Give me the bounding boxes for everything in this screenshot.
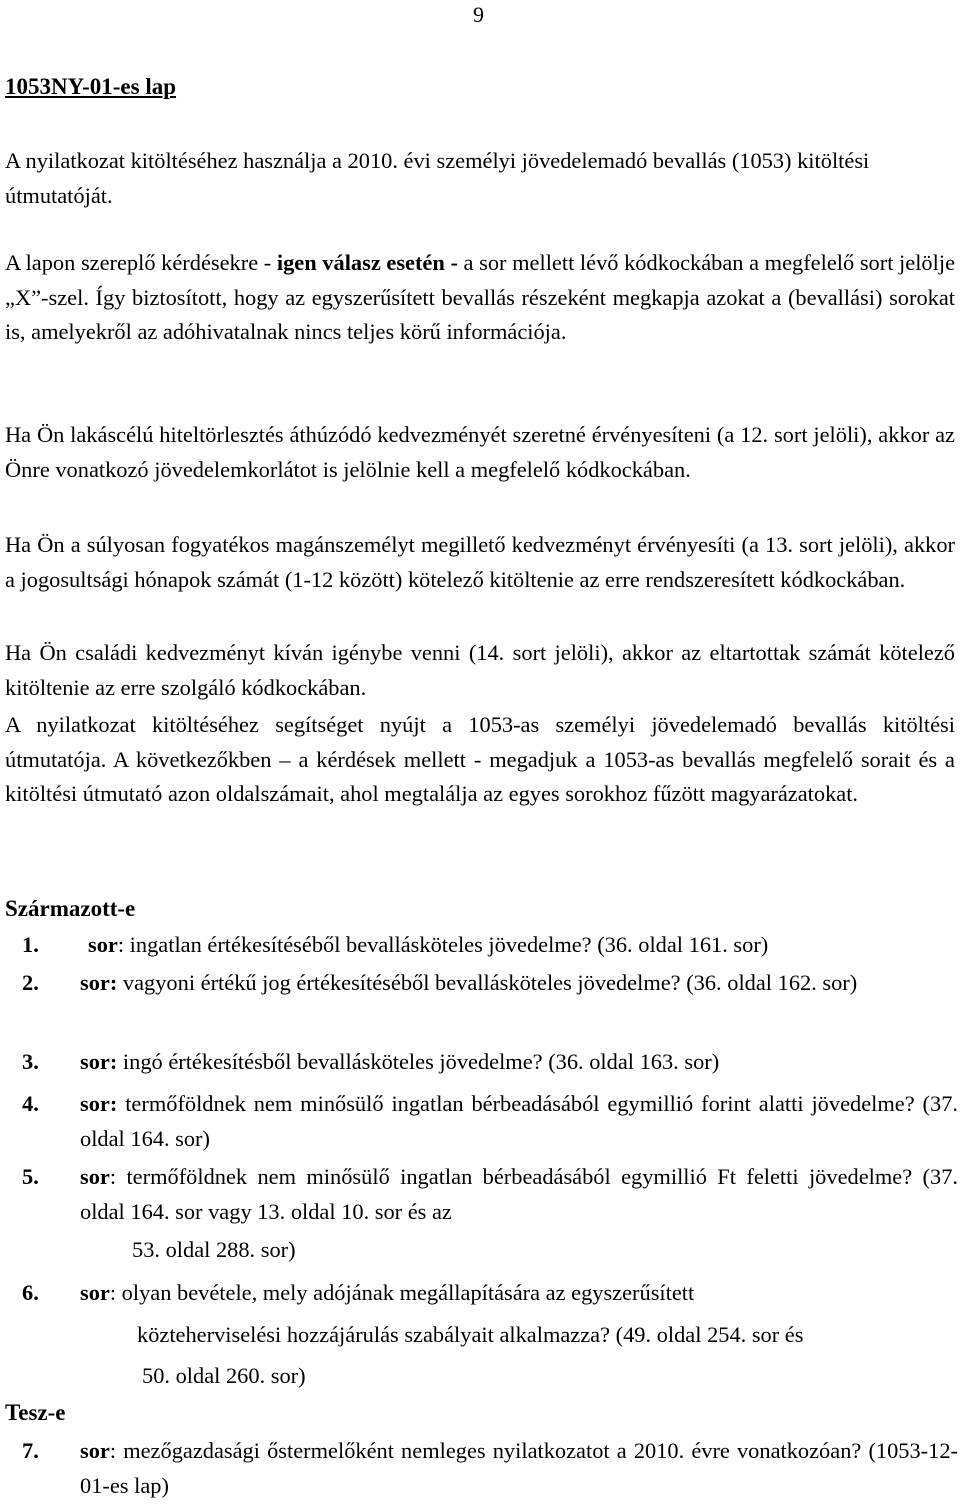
intro-paragraph-4: Ha Ön a súlyosan fogyatékos magánszemélyt megillető kedvezményt érvényesíti (a 13. sort jelöli), akkor a jogosultsági hónapok számát (1-12 között) kötelező kitöltenie az erre rendszeresített kódkockában. — [5, 532, 955, 592]
intro-paragraph-1: A nyilatkozat kitöltéséhez használja a 2010. évi személyi jövedelemadó bevallás (1053) kitöltési útmutatóját. — [5, 148, 870, 208]
list-item-6 — [22, 1276, 958, 1394]
item-number: 3. — [22, 1049, 39, 1074]
list-item-5 — [22, 1160, 958, 1268]
item-body — [80, 1087, 958, 1156]
list-item-3 — [22, 1045, 958, 1080]
item-text: termőföldnek nem minősülő ingatlan bérbeadásából egymillió forint alatti jövedelme? (37. oldal 164. sor) — [80, 1091, 958, 1151]
item-sor-label: sor — [80, 1164, 110, 1189]
item-body — [80, 966, 958, 1001]
item-sor-label: sor: — [80, 1049, 118, 1074]
item-body — [80, 1434, 958, 1503]
intro-p2-text-start: A lapon szereplő kérdésekre - — [5, 250, 277, 275]
item-sor-label: sor: — [80, 1091, 118, 1116]
item-continuation: közteherviselési hozzájárulás szabályait alkalmazza? (49. oldal 254. sor és — [137, 1321, 804, 1347]
item-text: : olyan bevétele, mely adójának megállapítására az egyszerűsített — [109, 1280, 695, 1305]
item-sor-label: sor — [88, 932, 118, 957]
item-number: 2. — [22, 970, 39, 995]
item-text: vagyoni értékű jog értékesítéséből bevallásköteles jövedelme? (36. oldal 162. sor) — [117, 970, 858, 995]
item-body — [80, 1045, 958, 1080]
list-item-4 — [22, 1087, 958, 1156]
item-continuation: 53. oldal 288. sor) — [132, 1237, 296, 1262]
item-number: 6. — [22, 1280, 39, 1305]
intro-paragraph-3: Ha Ön lakáscélú hiteltörlesztés áthúzódó kedvezményét szeretné érvényesíteni (a 12. sort jelöli), akkor az Önre vonatkozó jövedelemkorlátot is jelölnie kell a megfelelő kódkockában. — [5, 422, 955, 482]
item-number: 1. — [22, 932, 39, 957]
item-body — [88, 928, 958, 963]
intro-p2-text-end: a sor mellett lévő kódkockában a megfelelő sort jelölje „X”-szel. Így biztosított, hogy az egyszerűsített bevallás részeként megkapja azokat a (bevallási) sorokat is, amelyekről az adóhivatalnak nincs teljes körű információja. — [5, 250, 956, 344]
item-sor-label: sor — [80, 1280, 110, 1305]
item-number: 7. — [22, 1438, 39, 1463]
item-number: 4. — [22, 1091, 39, 1116]
list-item-7 — [22, 1434, 958, 1503]
section-heading-tesz: Tesz-e — [5, 1400, 66, 1425]
item-continuation-2: 50. oldal 260. sor) — [142, 1363, 306, 1388]
intro-p2-bold: igen válasz esetén - — [276, 250, 458, 275]
intro-paragraph-6: A nyilatkozat kitöltéséhez segítséget nyújt a 1053-as személyi jövedelemadó bevallás kitöltési útmutatója. A következőkben – a kérdések mellett - megadjuk a 1053-as bevallás megfelelő sorait és a kitöltési útmutató azon oldalszámait, ahol megtalálja az egyes sorokhoz fűzött magyarázatokat. — [5, 712, 955, 806]
item-body — [80, 1276, 958, 1311]
intro-paragraph-5: Ha Ön családi kedvezményt kíván igénybe venni (14. sort jelöli), akkor az eltartottak számát kötelező kitöltenie az erre szolgáló kódkockában. — [5, 640, 955, 700]
item-sor-label: sor: — [80, 970, 118, 995]
page-number: 9 — [473, 2, 484, 27]
page-title: 1053NY-01-es lap — [5, 74, 177, 99]
item-sor-label: sor — [80, 1438, 110, 1463]
intro-paragraph-2 — [5, 246, 955, 350]
item-text: : mezőgazdasági őstermelőként nemleges nyilatkozatot a 2010. évre vonatkozóan? (1053-12-01-es lap) — [80, 1438, 958, 1498]
item-body — [80, 1160, 958, 1229]
list-item-2 — [22, 966, 958, 1001]
item-number: 5. — [22, 1164, 39, 1189]
list-item-1 — [22, 928, 958, 963]
item-text: : ingatlan értékesítéséből bevallásköteles jövedelme? (36. oldal 161. sor) — [117, 932, 769, 957]
item-text: ingó értékesítésből bevallásköteles jövedelme? (36. oldal 163. sor) — [117, 1049, 720, 1074]
section-heading-szarmazott: Származott-e — [5, 896, 136, 921]
item-text: : termőföldnek nem minősülő ingatlan bérbeadásából egymillió Ft feletti jövedelme? (37. oldal 164. sor vagy 13. oldal 10. sor és az — [80, 1164, 958, 1224]
